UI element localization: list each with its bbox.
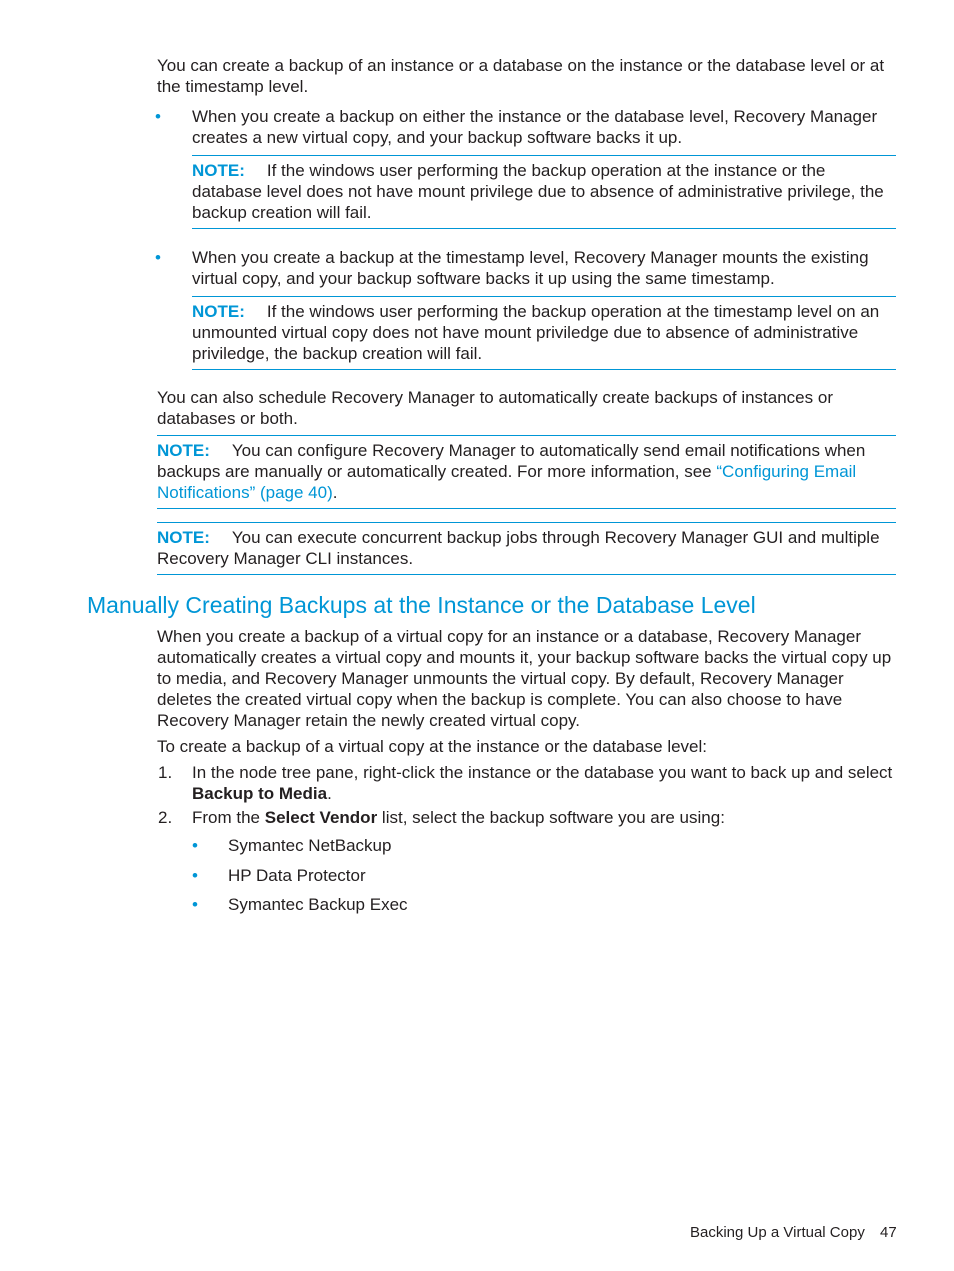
configuring-email-notifications-link[interactable]: “Configuring Email Notifications” (page 40) [157, 462, 857, 502]
note-label: NOTE: [157, 528, 210, 547]
note-4-text: You can execute concurrent backup jobs through Recovery Manager GUI and multiple Recovery Manager CLI instances. [157, 528, 880, 568]
step-1-text [192, 762, 897, 804]
bullet-icon: • [192, 866, 198, 885]
bullet-icon: • [155, 107, 161, 126]
step-2-post: list, select the backup software you are using: [377, 808, 725, 827]
note-2-text: If the windows user performing the backup operation at the timestamp level on an unmounted virtual copy does not have mount priviledge due to absence of administrative priviledge, the backup creation will fail. [192, 302, 880, 363]
note-3-end: . [332, 483, 338, 502]
step-2-pre: From the [192, 808, 265, 827]
vendor-item: Symantec NetBackup [228, 836, 392, 855]
steps-intro: To create a backup of a virtual copy at the instance or the database level: [157, 737, 708, 756]
bullet-2-text: When you create a backup at the timestamp level, Recovery Manager mounts the existing virtual copy, and your backup software backs it up using the same timestamp. [192, 248, 869, 288]
footer-section-title: Backing Up a Virtual Copy [690, 1224, 865, 1241]
note-1 [192, 155, 896, 229]
select-vendor-label: Select Vendor [264, 808, 378, 827]
section-heading: Manually Creating Backups at the Instance or the Database Level [87, 592, 756, 618]
note-3 [157, 435, 896, 509]
vendor-item: HP Data Protector [228, 866, 366, 885]
note-label: NOTE: [192, 161, 245, 180]
bullet-icon: • [192, 836, 198, 855]
page-number: 47 [880, 1224, 897, 1241]
step-number: 1. [158, 763, 173, 782]
bullet-icon: • [192, 895, 198, 914]
note-1-text: If the windows user performing the backup operation at the instance or the database level does not have mount privilege due to absence of administrative privilege, the backup creation will fail. [192, 161, 884, 222]
backup-to-media-label: Backup to Media [192, 784, 328, 803]
step-1-post: . [327, 784, 332, 803]
note-2 [192, 296, 896, 370]
note-3-text: You can configure Recovery Manager to automatically send email notifications when backups are manually or automatically created. For more information, see [157, 441, 866, 481]
step-number: 2. [158, 808, 173, 827]
section-paragraph: When you create a backup of a virtual copy for an instance or a database, Recovery Manager automatically creates a virtual copy and mounts it, your backup software backs the virtual copy up to media, and Recovery Manager unmounts the virtual copy. By default, Recovery Manager deletes the created virtual copy when the backup is complete. You can also choose to have Recovery Manager retain the newly created virtual copy. [157, 627, 892, 730]
bullet-icon: • [155, 248, 161, 267]
step-1-pre: In the node tree pane, right-click the instance or the database you want to back up and select [192, 763, 893, 782]
vendor-item: Symantec Backup Exec [228, 895, 408, 914]
note-label: NOTE: [192, 302, 245, 321]
note-label: NOTE: [157, 441, 210, 460]
step-2-text [192, 807, 897, 828]
schedule-paragraph: You can also schedule Recovery Manager to automatically create backups of instances or databases or both. [157, 388, 833, 428]
intro-paragraph: You can create a backup of an instance or a database on the instance or the database level or at the timestamp level. [157, 56, 885, 96]
bullet-1-text: When you create a backup on either the instance or the database level, Recovery Manager creates a new virtual copy, and your backup software backs it up. [192, 107, 878, 147]
note-4 [157, 522, 896, 575]
